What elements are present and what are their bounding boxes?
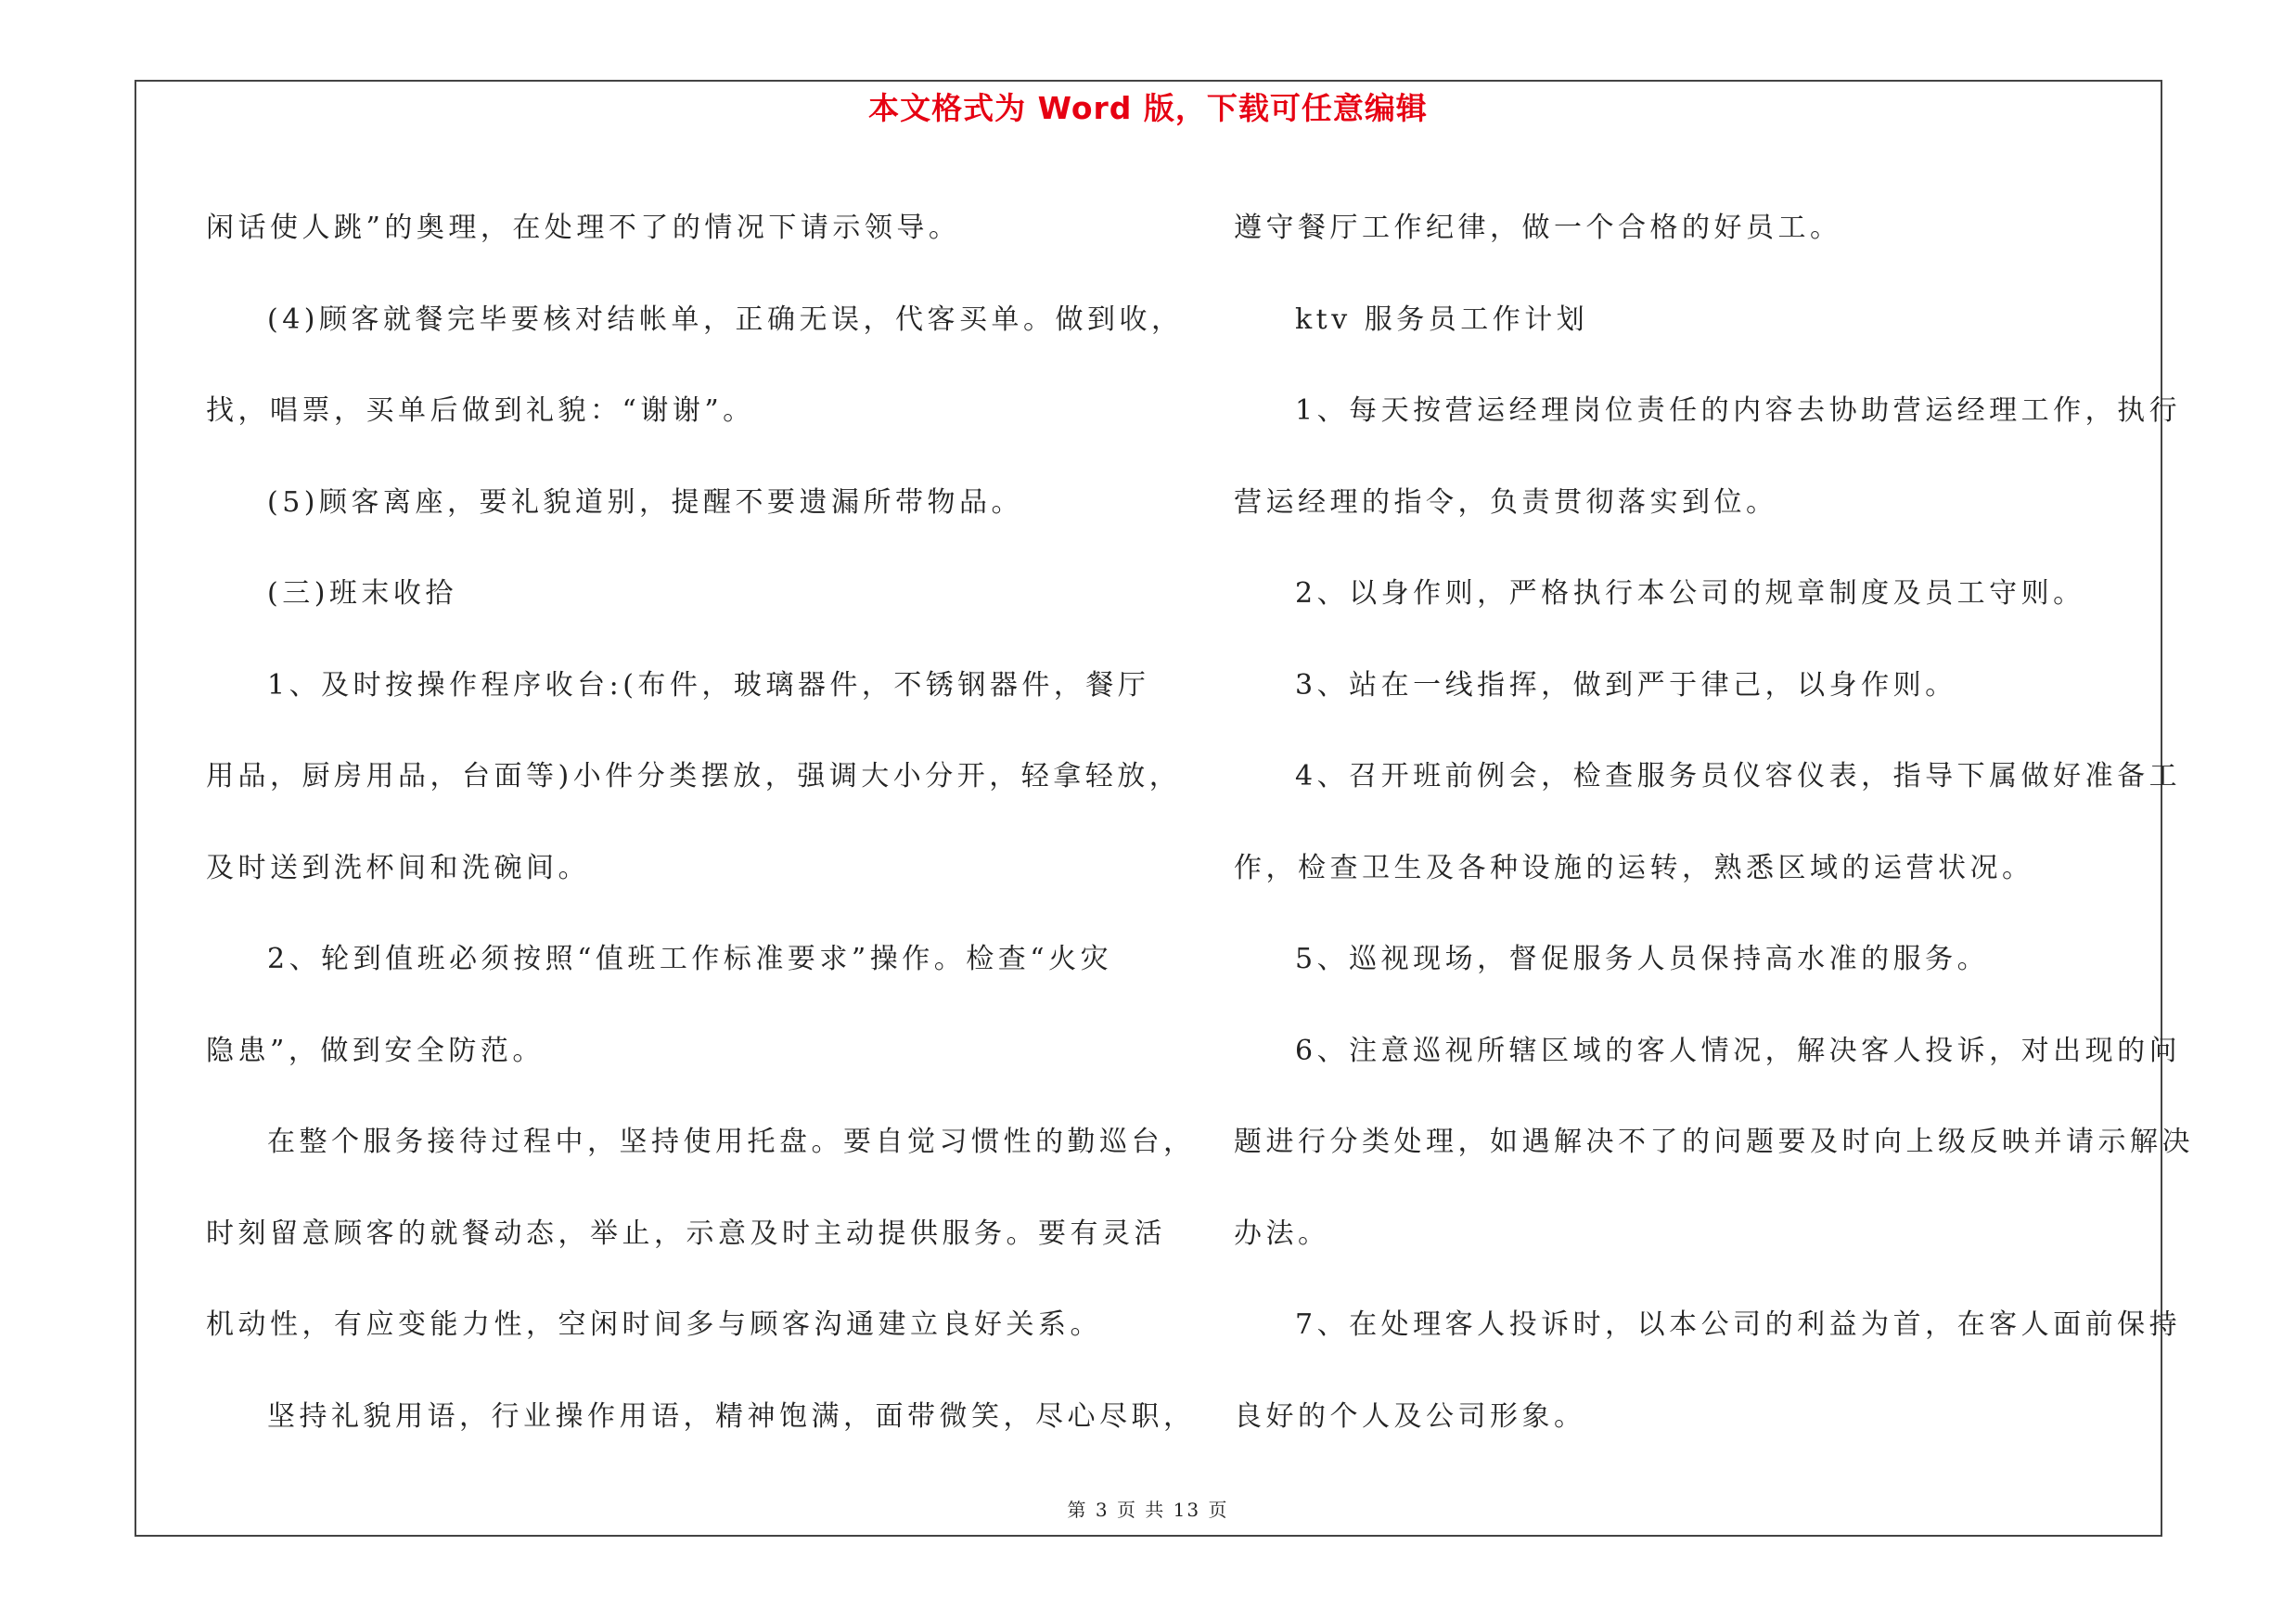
paragraph-line: 坚持礼貌用语，行业操作用语，精神饱满，面带微笑，尽心尽职， bbox=[267, 1399, 1196, 1433]
paragraph-line: 用品，厨房用品，台面等)小件分类摆放，强调大小分开，轻拿轻放， bbox=[206, 760, 1182, 792]
paragraph-line: 找，唱票，买单后做到礼貌：“谢谢”。 bbox=[206, 394, 755, 427]
paragraph-line: 营运经理的指令，负责贯彻落实到位。 bbox=[1234, 485, 1778, 519]
paragraph-line: 时刻留意顾客的就餐动态，举止，示意及时主动提供服务。要有灵活 bbox=[206, 1217, 1166, 1250]
word-format-banner: 本文格式为 Word 版，下载可任意编辑 bbox=[868, 90, 1428, 126]
paragraph-line: 1、每天按营运经理岗位责任的内容去协助营运经理工作，执行 bbox=[1295, 394, 2182, 427]
right-text-column bbox=[1234, 183, 2194, 1462]
paragraph-line: 机动性，有应变能力性，空闲时间多与顾客沟通建立良好关系。 bbox=[206, 1308, 1102, 1341]
paragraph-line: 办法。 bbox=[1234, 1217, 1330, 1250]
left-text-column bbox=[206, 183, 1196, 1462]
paragraph-line: 作，检查卫生及各种设施的运转，熟悉区域的运营状况。 bbox=[1234, 851, 2034, 884]
paragraph-line: 1、及时按操作程序收台:(布件，玻璃器件，不锈钢器件，餐厅 bbox=[267, 668, 1150, 702]
paragraph-line: 5、巡视现场，督促服务人员保持高水准的服务。 bbox=[1295, 943, 1990, 975]
paragraph-line: 隐患”，做到安全防范。 bbox=[206, 1034, 545, 1067]
paragraph-line: 在整个服务接待过程中，坚持使用托盘。要自觉习惯性的勤巡台， bbox=[267, 1126, 1196, 1158]
section-heading: ktv 服务员工作计划 bbox=[1295, 303, 1589, 336]
paragraph-line: 4、召开班前例会，检查服务员仪容仪表，指导下属做好准备工 bbox=[1295, 760, 2182, 792]
paragraph-line: 7、在处理客人投诉时，以本公司的利益为首，在客人面前保持 bbox=[1295, 1308, 2182, 1341]
paragraph-line: 2、轮到值班必须按照“值班工作标准要求”操作。检查“火灾 bbox=[267, 943, 1113, 975]
paragraph-line: 3、站在一线指挥，做到严于律己，以身作则。 bbox=[1295, 668, 1957, 702]
paragraph-line: 遵守餐厅工作纪律，做一个合格的好员工。 bbox=[1234, 212, 1842, 244]
paragraph-line: 良好的个人及公司形象。 bbox=[1234, 1399, 1586, 1433]
paragraph-line: 6、注意巡视所辖区域的客人情况，解决客人投诉，对出现的问 bbox=[1295, 1034, 2182, 1067]
paragraph-line: 闲话使人跳”的奥理，在处理不了的情况下请示领导。 bbox=[206, 212, 961, 244]
paragraph-line: 2、以身作则，严格执行本公司的规章制度及员工守则。 bbox=[1295, 577, 2085, 610]
paragraph-line: 题进行分类处理，如遇解决不了的问题要及时向上级反映并请示解决 bbox=[1234, 1126, 2194, 1158]
page-number-footer: 第 3 页 共 13 页 bbox=[1067, 1499, 1229, 1521]
paragraph-line: (4)顾客就餐完毕要核对结帐单，正确无误，代客买单。做到收， bbox=[267, 303, 1184, 336]
paragraph-line: 及时送到洗杯间和洗碗间。 bbox=[206, 851, 590, 884]
paragraph-line: (5)顾客离座，要礼貌道别，提醒不要遗漏所带物品。 bbox=[267, 485, 1023, 519]
section-heading: (三)班末收拾 bbox=[267, 577, 457, 610]
